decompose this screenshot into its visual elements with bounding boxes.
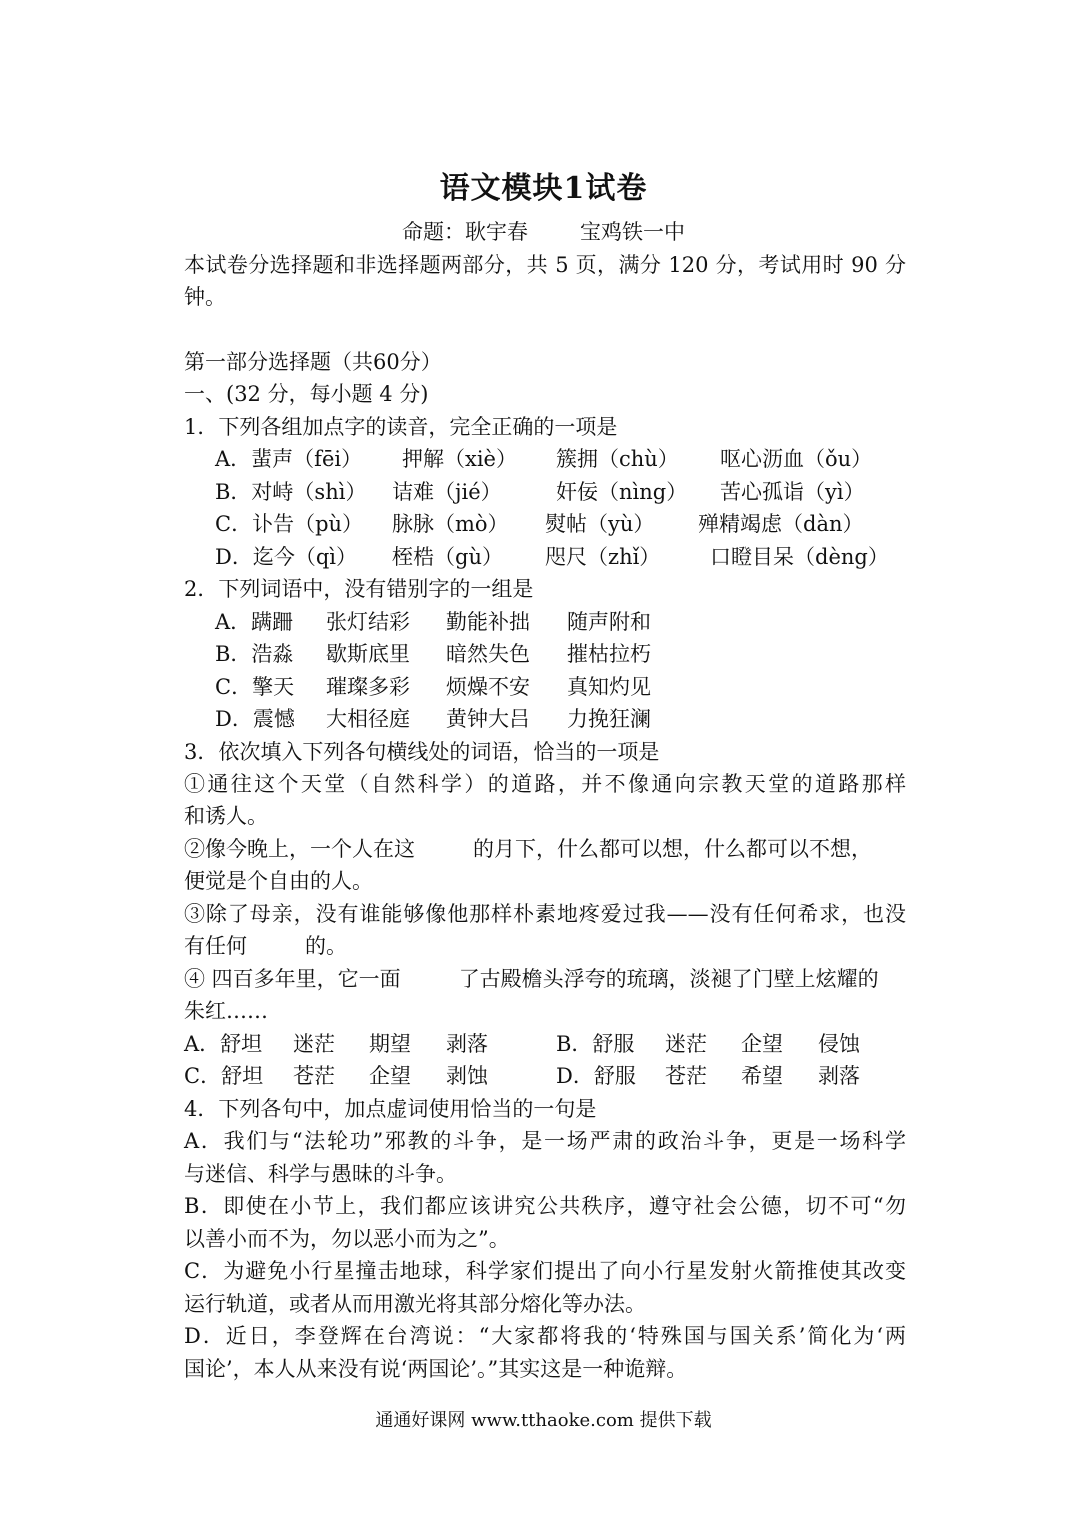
q3-stem: 3．依次填入下列各句横线处的词语，恰当的一项是 (184, 740, 660, 764)
part-heading: 第一部分选择题（共60分） (184, 350, 442, 374)
q2-c-1: C．擎天 (215, 675, 295, 699)
q3-a-4: 剥落 (446, 1032, 488, 1056)
q3-sentence-4 (184, 964, 879, 994)
q4-a-line-2: 与迷信、科学与愚昧的斗争。 (184, 1162, 457, 1186)
q4-d-line-2: 国论’，本人从来没有说‘两国论’。”其实这是一种诡辩。 (184, 1357, 688, 1381)
q3-s4-part-2: 了古殿檐头浮夸的琉璃，淡褪了门壁上炫耀的 (458, 967, 879, 991)
q3-s2-part-2: 的月下，什么都可以想，什么都可以不想， (473, 837, 872, 861)
school: 宝鸡铁一中 (580, 220, 685, 244)
q1-a-3: 簇拥（chù） (556, 447, 679, 471)
q3-a-2: 迷茫 (293, 1032, 335, 1056)
q1-d-4: 口瞪目呆（dèng） (710, 545, 889, 569)
q3-sentence-4-cont: 朱红…… (184, 999, 268, 1023)
q3-b-2: 迷茫 (665, 1032, 707, 1056)
q1-c-1: C．讣告（pù） (215, 512, 364, 536)
q3-d-3: 希望 (741, 1064, 783, 1088)
q2-d-2: 大相径庭 (326, 707, 410, 731)
q3-c-2: 苍茫 (293, 1064, 335, 1088)
q4-c-line-1: C．为避免小行星撞击地球，科学家们提出了向小行星发射火箭推使其改变 (184, 1259, 906, 1283)
q3-s2-part-1: ②像今晚上，一个人在这 (184, 837, 415, 861)
q2-d-4: 力挽狂澜 (567, 707, 651, 731)
q1-a-4: 呕心沥血（ǒu） (720, 447, 873, 471)
q1-b-3: 奸佞（nìng） (556, 480, 688, 504)
q1-a-1: A．蜚声（fēi） (215, 447, 363, 471)
q3-sentence-2 (184, 834, 872, 864)
q3-s3-part-2: 的。 (305, 934, 347, 958)
q3-s3-part-1: 有任何 (184, 934, 247, 958)
q2-a-3: 勤能补拙 (446, 610, 530, 634)
section-heading: 一、(32 分，每小题 4 分) (184, 382, 429, 406)
q1-stem: 1．下列各组加点字的读音，完全正确的一项是 (184, 415, 618, 439)
q3-d-1: D．舒服 (556, 1064, 636, 1088)
q2-c-3: 烦燥不安 (446, 675, 530, 699)
q3-d-2: 苍茫 (665, 1064, 707, 1088)
q1-d-3: 咫尺（zhǐ） (545, 545, 661, 569)
q2-d-3: 黄钟大吕 (446, 707, 530, 731)
q3-b-1: B．舒服 (556, 1032, 635, 1056)
q4-a-line-1: A．我们与“法轮功”邪教的斗争，是一场严肃的政治斗争，更是一场科学 (184, 1129, 906, 1153)
q2-a-2: 张灯结彩 (326, 610, 410, 634)
q2-a-1: A．蹒跚 (215, 610, 294, 634)
page-title: 语文模块1试卷 (439, 171, 648, 206)
q1-b-1: B．对峙（shì） (215, 480, 367, 504)
q4-stem: 4．下列各句中，加点虚词使用恰当的一句是 (184, 1097, 597, 1121)
q3-sentence-3-cont (184, 931, 347, 961)
intro-line-2: 钟。 (184, 285, 226, 309)
q4-b-line-2: 以善小而不为，勿以恶小而为之”。 (184, 1227, 510, 1251)
q4-d-line-1: D．近日，李登辉在台湾说：“大家都将我的‘特殊国与国关系’简化为‘两 (184, 1324, 906, 1348)
byline (0, 216, 1087, 246)
author: 命题：耿宇春 (402, 220, 528, 244)
q1-b-4: 苦心孤诣（yì） (720, 480, 865, 504)
q4-b-line-1: B．即使在小节上，我们都应该讲究公共秩序，遵守社会公德，切不可“勿 (184, 1194, 906, 1218)
q3-s4-part-1: ④ 四百多年里，它一面 (184, 967, 401, 991)
q1-d-2: 桎梏（gù） (392, 545, 503, 569)
q3-b-4: 侵蚀 (818, 1032, 860, 1056)
q3-sentence-1: ①通往这个天堂（自然科学）的道路，并不像通向宗教天堂的道路那样 (184, 772, 906, 796)
q2-a-4: 随声附和 (567, 610, 651, 634)
q3-c-3: 企望 (369, 1064, 411, 1088)
q3-sentence-1-cont: 和诱人。 (184, 804, 268, 828)
q3-c-1: C．舒坦 (184, 1064, 264, 1088)
q3-sentence-2-cont: 便觉是个自由的人。 (184, 869, 373, 893)
q2-b-2: 歇斯底里 (326, 642, 410, 666)
q2-c-2: 璀璨多彩 (326, 675, 410, 699)
q2-d-1: D．震憾 (215, 707, 295, 731)
q3-a-1: A．舒坦 (184, 1032, 263, 1056)
q2-b-1: B．浩淼 (215, 642, 294, 666)
q3-a-3: 期望 (369, 1032, 411, 1056)
q1-d-1: D．迄今（qì） (215, 545, 357, 569)
q3-c-4: 剥蚀 (446, 1064, 488, 1088)
intro-line-1: 本试卷分选择题和非选择题两部分，共 5 页，满分 120 分，考试用时 90 分 (184, 253, 906, 277)
q3-b-3: 企望 (741, 1032, 783, 1056)
q3-sentence-3: ③除了母亲，没有谁能够像他那样朴素地疼爱过我——没有任何希求，也没 (184, 902, 906, 926)
q2-b-3: 暗然失色 (446, 642, 530, 666)
q2-c-4: 真知灼见 (567, 675, 651, 699)
q2-stem: 2．下列词语中，没有错别字的一组是 (184, 577, 534, 601)
q4-c-line-2: 运行轨道，或者从而用激光将其部分熔化等办法。 (184, 1292, 646, 1316)
page-footer: 通通好课网 www.tthaoke.com 提供下载 (375, 1410, 712, 1431)
q1-c-2: 脉脉（mò） (392, 512, 509, 536)
q1-b-2: 诘难（jié） (392, 480, 502, 504)
q1-c-3: 熨帖（yù） (545, 512, 655, 536)
q1-c-4: 殚精竭虑（dàn） (698, 512, 864, 536)
q3-d-4: 剥落 (818, 1064, 860, 1088)
q2-b-4: 摧枯拉朽 (567, 642, 651, 666)
q1-a-2: 押解（xiè） (402, 447, 517, 471)
